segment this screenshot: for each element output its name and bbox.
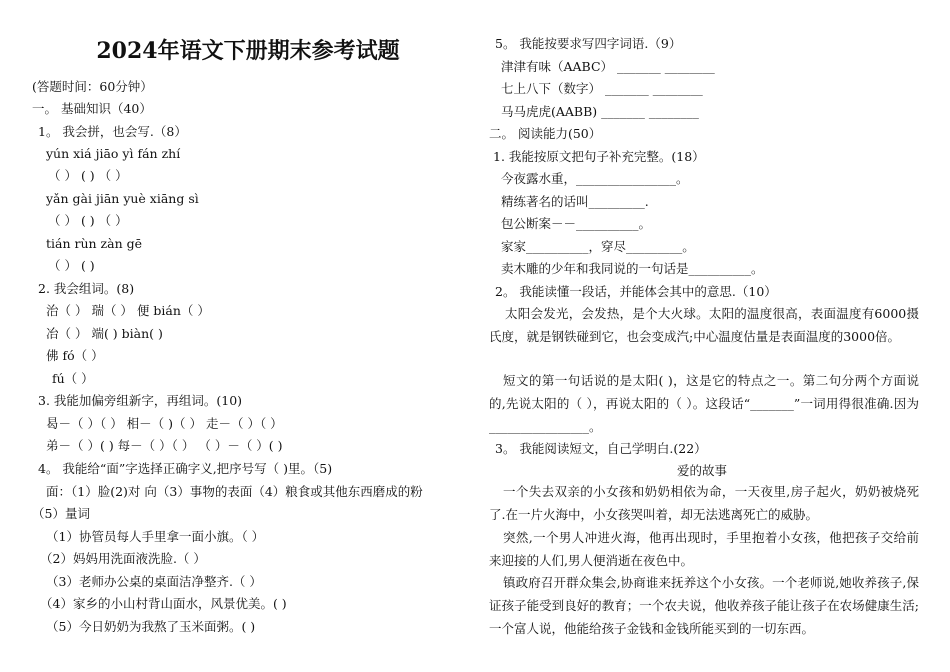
q4-sentence-4: （4）家乡的小山村背山面水，风景优美。( ) xyxy=(40,596,287,611)
q4-heading: 4。 我能给“面”字选择正确字义,把序号写（ )里。（5) xyxy=(38,461,333,476)
q5-row-1: 津津有味（AABC） _______ ________ xyxy=(501,59,715,74)
exam-title: 2024年语文下册期末参考试题 xyxy=(96,38,400,64)
q1-pinyin-row-3: tián rùn zàn gē xyxy=(46,236,143,251)
story-title: 爱的故事 xyxy=(676,463,727,478)
q4-sentence-3: （3）老师办公桌的桌面洁净整齐.（ ） xyxy=(46,574,262,589)
reading-q1-a: 今夜露水重，________________。 xyxy=(501,171,689,186)
reading-q1-heading: 1. 我能按原文把句子补充完整。(18） xyxy=(493,149,705,164)
q1-pinyin-row-2: yǎn gài jiān yuè xiāng sì xyxy=(46,191,199,206)
q1-blank-row-3: （ ） ( ) xyxy=(48,258,95,273)
q2-row-4: fú（ ） xyxy=(52,371,94,386)
reading-q1-b: 精练著名的话叫_________. xyxy=(501,194,649,209)
q2-row-1: 治（ ） 瑞（ ） 便 bián（ ） xyxy=(46,303,210,318)
q4-definition-line-1: 面：（1）脸(2)对 向（3）事物的表面（4）粮食或其他东西磨成的粉 xyxy=(46,484,423,499)
exam-time: (答题时间：60分钟） xyxy=(32,79,153,94)
reading-q1-e: 卖木雕的少年和我同说的一句话是__________。 xyxy=(501,261,764,276)
q4-sentence-1: （1）协管员每人手里拿一面小旗。（ ） xyxy=(46,529,265,544)
q1-blank-row-1: （ ） ( ) （ ） xyxy=(48,168,128,183)
reading-q2-question: 短文的第一句话说的是太阳( )，这是它的特点之一。第二句分两个方面说的,先说太阳的（ ），再说太阳的（ ）。这段话“_______”一词用得很准确.因为________________。 xyxy=(489,373,919,434)
story-paragraph-2: 突然,一个男人冲进火海，他再出现时，手里抱着小女孩，他把孩子交给前来迎接的人们,男人便消逝在夜色中。 xyxy=(489,530,919,568)
reading-q3-heading: 3。 我能阅读短文，自己学明白.(22） xyxy=(495,441,707,456)
q5-row-3: 马马虎虎(AABB) _______ ________ xyxy=(501,104,699,119)
q3-row-2: 弟－（ ）( ) 每－（ ）（ ） （ ）－（ ）( ) xyxy=(46,438,283,453)
q1-blank-row-2: （ ） ( ) （ ） xyxy=(48,213,128,228)
q5-row-2: 七上八下（数字） _______ ________ xyxy=(501,81,703,96)
q4-sentence-5: （5）今日奶奶为我熬了玉米面粥。( ) xyxy=(46,619,256,634)
q3-heading: 3. 我能加偏旁组新字，再组词。(10) xyxy=(38,393,243,408)
reading-q2-heading: 2。 我能读懂一段话，并能体会其中的意思.（10） xyxy=(495,284,777,299)
q1-heading: 1。 我会拼，也会写.（8） xyxy=(38,124,187,139)
q2-row-3: 佛 fó（ ） xyxy=(46,348,104,363)
section-2-heading: 二。 阅读能力(50） xyxy=(489,126,602,141)
q2-row-2: 冶（ ） 端( ) biàn( ) xyxy=(46,326,163,341)
story-paragraph-1: 一个失去双亲的小女孩和奶奶相依为命，一天夜里,房子起火，奶奶被烧死了.在一片火海中，小女孩哭叫着，却无法逃离死亡的威胁。 xyxy=(489,484,919,522)
section-1-heading: 一。 基础知识（40） xyxy=(32,101,152,116)
q2-heading: 2. 我会组词。(8) xyxy=(38,281,135,296)
reading-q2-passage: 太阳会发光，会发热，是个大火球。太阳的温度很高，表面温度有6000摄氏度，就是钢铁碰到它，也会变成汽;中心温度估量是表面温度的3000倍。 xyxy=(489,306,919,344)
reading-q1-c: 包公断案－－__________。 xyxy=(501,216,652,231)
story-paragraph-3: 镇政府召开群众集会,协商谁来抚养这个小女孩。一个老师说,她收养孩子,保证孩子能受到良好的教育；一个农夫说，他收养孩子能让孩子在农场健康生活;一个富人说，他能给孩子金钱和金钱所能买到的一切东西。 xyxy=(489,575,919,636)
reading-q1-d: 家家__________，穿尽_________。 xyxy=(501,239,695,254)
q4-sentence-2: （2）妈妈用洗面液洗脸.（ ） xyxy=(40,551,206,566)
q1-pinyin-row-1: yún xiá jiāo yì fán zhí xyxy=(46,146,181,161)
q5-heading: 5。 我能按要求写四字词语.（9） xyxy=(495,36,682,51)
q4-definition-line-2: （5）量词 xyxy=(32,506,90,521)
q3-row-1: 曷－（ ）（ ） 相－（ )（ ） 走－（ ）（ ） xyxy=(46,416,283,431)
